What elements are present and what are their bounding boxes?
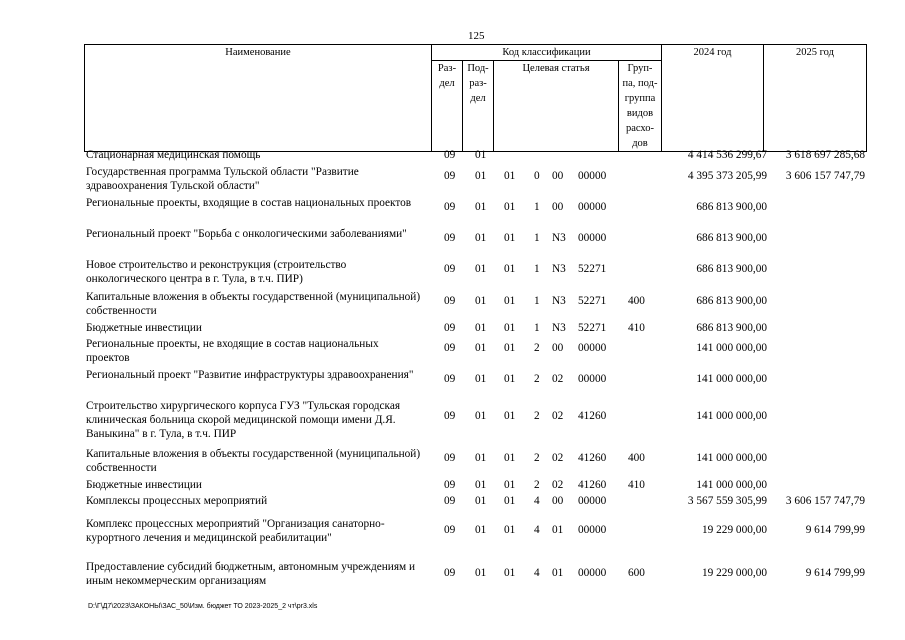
row-code-a: 01 xyxy=(504,170,516,182)
row-code-rz: 09 xyxy=(444,495,456,507)
row-code-rz: 09 xyxy=(444,452,456,464)
row-code-rz: 09 xyxy=(444,342,456,354)
row-code-b: 2 xyxy=(534,410,540,422)
row-code-rz: 09 xyxy=(444,295,456,307)
row-code-a: 01 xyxy=(504,373,516,385)
row-code-d: 00000 xyxy=(578,201,607,213)
row-code-a: 01 xyxy=(504,410,516,422)
row-code-pr: 01 xyxy=(475,263,487,275)
header-podrazdel: Под- раз- дел xyxy=(463,61,494,152)
row-code-pr: 01 xyxy=(475,342,487,354)
row-code-c: 00 xyxy=(552,495,564,507)
row-code-d: 41260 xyxy=(578,479,607,491)
row-code-b: 2 xyxy=(534,342,540,354)
row-code-rz: 09 xyxy=(444,373,456,385)
row-code-pr: 01 xyxy=(475,295,487,307)
row-value-2024: 141 000 000,00 xyxy=(696,452,767,464)
row-name: Региональные проекты, не входящие в состав национальных проектов xyxy=(86,338,379,364)
row-code-pr: 01 xyxy=(475,495,487,507)
row-code-pr: 01 xyxy=(475,479,487,491)
row-code-b: 4 xyxy=(534,495,540,507)
row-code-rz: 09 xyxy=(444,567,456,579)
page-number: 125 xyxy=(468,30,485,42)
row-code-a: 01 xyxy=(504,524,516,536)
row-code-rz: 09 xyxy=(444,201,456,213)
row-code-c: 00 xyxy=(552,342,564,354)
row-value-2024: 141 000 000,00 xyxy=(696,373,767,385)
row-code-a: 01 xyxy=(504,567,516,579)
row-code-d: 00000 xyxy=(578,373,607,385)
row-name: Предоставление субсидий бюджетным, автономным учреждениям и иным некоммерческим организациям xyxy=(86,561,416,587)
row-code-rz: 09 xyxy=(444,479,456,491)
table-header xyxy=(84,44,867,152)
row-code-rz: 09 xyxy=(444,232,456,244)
row-code-a: 01 xyxy=(504,295,516,307)
row-code-c: N3 xyxy=(552,295,566,307)
row-name: Бюджетные инвестиции xyxy=(86,479,202,491)
row-code-a: 01 xyxy=(504,342,516,354)
row-code-d: 00000 xyxy=(578,342,607,354)
row-code-d: 52271 xyxy=(578,322,607,334)
row-code-a: 01 xyxy=(504,495,516,507)
row-code-vr: 410 xyxy=(628,479,645,491)
row-code-d: 00000 xyxy=(578,567,607,579)
row-code-pr: 01 xyxy=(475,524,487,536)
row-code-b: 2 xyxy=(534,452,540,464)
row-code-d: 52271 xyxy=(578,295,607,307)
row-name: Капитальные вложения в объекты государственной (муниципальной) собственности xyxy=(86,291,421,317)
row-code-d: 41260 xyxy=(578,452,607,464)
header-code: Код классификации xyxy=(432,45,662,61)
row-value-2025: 3 606 157 747,79 xyxy=(785,170,865,182)
row-code-pr: 01 xyxy=(475,567,487,579)
row-code-c: 02 xyxy=(552,479,564,491)
row-code-vr: 410 xyxy=(628,322,645,334)
row-code-b: 4 xyxy=(534,567,540,579)
row-name: Региональный проект "Борьба с онкологическими заболеваниями" xyxy=(86,228,407,240)
header-2024: 2024 год xyxy=(662,45,764,152)
header-vid: Груп- па, под- группа видов расхо- дов xyxy=(619,61,662,152)
row-code-c: 00 xyxy=(552,201,564,213)
row-code-b: 4 xyxy=(534,524,540,536)
row-value-2024: 686 813 900,00 xyxy=(696,232,767,244)
row-value-2024: 686 813 900,00 xyxy=(696,322,767,334)
row-value-2024: 686 813 900,00 xyxy=(696,263,767,275)
row-name: Региональные проекты, входящие в состав национальных проектов xyxy=(86,197,412,209)
row-code-a: 01 xyxy=(504,232,516,244)
row-code-rz: 09 xyxy=(444,322,456,334)
row-code-rz: 09 xyxy=(444,170,456,182)
row-code-d: 00000 xyxy=(578,232,607,244)
file-path-footer: D:\Г\Д7\2023\ЗАКОНЫ\ЗАС_50\Изм. бюджет ТО 2023-2025_2 чт\pr3.xls xyxy=(88,603,318,610)
row-name: Комплекс процессных мероприятий "Организация санаторно-курортного лечения и медицинской реабилитации" xyxy=(86,518,385,544)
row-name: Региональный проект "Развитие инфраструктуры здравоохранения" xyxy=(86,369,414,381)
row-code-d: 00000 xyxy=(578,170,607,182)
row-value-2025: 9 614 799,99 xyxy=(805,567,865,579)
row-value-2024: 19 229 000,00 xyxy=(702,524,767,536)
row-code-vr: 600 xyxy=(628,567,645,579)
row-code-c: N3 xyxy=(552,322,566,334)
row-value-2024: 19 229 000,00 xyxy=(702,567,767,579)
row-code-a: 01 xyxy=(504,479,516,491)
row-code-d: 52271 xyxy=(578,263,607,275)
row-code-d: 00000 xyxy=(578,495,607,507)
row-value-2024: 141 000 000,00 xyxy=(696,342,767,354)
row-code-b: 1 xyxy=(534,322,540,334)
row-name: Бюджетные инвестиции xyxy=(86,322,202,334)
row-value-2024: 4 414 536 299,67 xyxy=(687,149,767,161)
row-code-rz: 09 xyxy=(444,263,456,275)
row-value-2024: 686 813 900,00 xyxy=(696,295,767,307)
row-name: Стационарная медицинская помощь xyxy=(86,149,261,161)
row-code-c: N3 xyxy=(552,232,566,244)
row-code-c: 02 xyxy=(552,452,564,464)
row-code-c: 02 xyxy=(552,410,564,422)
row-value-2025: 3 606 157 747,79 xyxy=(785,495,865,507)
row-code-pr: 01 xyxy=(475,201,487,213)
row-code-b: 0 xyxy=(534,170,540,182)
row-code-c: 00 xyxy=(552,170,564,182)
row-code-pr: 01 xyxy=(475,170,487,182)
header-razdel: Раз- дел xyxy=(432,61,463,152)
row-code-pr: 01 xyxy=(475,232,487,244)
header-target: Целевая статья xyxy=(494,61,619,152)
row-code-pr: 01 xyxy=(475,373,487,385)
row-code-vr: 400 xyxy=(628,452,645,464)
row-code-b: 2 xyxy=(534,479,540,491)
row-value-2025: 9 614 799,99 xyxy=(805,524,865,536)
row-name: Новое строительство и реконструкция (строительство онкологического центра в г. Тула, в т.ч. ПИР) xyxy=(86,259,347,285)
row-code-d: 00000 xyxy=(578,524,607,536)
row-code-b: 1 xyxy=(534,201,540,213)
row-code-c: 01 xyxy=(552,524,564,536)
row-code-c: 02 xyxy=(552,373,564,385)
header-2025: 2025 год xyxy=(764,45,867,152)
row-code-vr: 400 xyxy=(628,295,645,307)
row-code-b: 1 xyxy=(534,232,540,244)
row-code-a: 01 xyxy=(504,452,516,464)
row-code-rz: 09 xyxy=(444,410,456,422)
row-code-rz: 09 xyxy=(444,524,456,536)
row-code-b: 1 xyxy=(534,263,540,275)
row-code-a: 01 xyxy=(504,201,516,213)
row-name: Комплексы процессных мероприятий xyxy=(86,495,268,507)
row-name: Государственная программа Тульской области "Развитие здравоохранения Тульской области" xyxy=(86,166,359,192)
row-value-2024: 141 000 000,00 xyxy=(696,410,767,422)
row-code-pr: 01 xyxy=(475,410,487,422)
row-code-a: 01 xyxy=(504,263,516,275)
header-name: Наименование xyxy=(85,45,432,152)
row-code-pr: 01 xyxy=(475,149,487,161)
row-code-rz: 09 xyxy=(444,149,456,161)
row-name: Строительство хирургического корпуса ГУЗ "Тульская городская клиническая больница скорой медицинской помощи имени Д.Я. Ваныкина" в г. Тула, в т.ч. ПИР xyxy=(86,400,401,440)
row-code-b: 2 xyxy=(534,373,540,385)
row-code-c: 01 xyxy=(552,567,564,579)
row-code-pr: 01 xyxy=(475,322,487,334)
row-value-2024: 686 813 900,00 xyxy=(696,201,767,213)
row-code-a: 01 xyxy=(504,322,516,334)
row-value-2024: 141 000 000,00 xyxy=(696,479,767,491)
row-value-2024: 4 395 373 205,99 xyxy=(687,170,767,182)
row-name: Капитальные вложения в объекты государственной (муниципальной) собственности xyxy=(86,448,421,474)
row-value-2024: 3 567 559 305,99 xyxy=(687,495,767,507)
row-code-c: N3 xyxy=(552,263,566,275)
row-value-2025: 3 618 697 285,68 xyxy=(785,149,865,161)
row-code-b: 1 xyxy=(534,295,540,307)
row-code-pr: 01 xyxy=(475,452,487,464)
row-code-d: 41260 xyxy=(578,410,607,422)
